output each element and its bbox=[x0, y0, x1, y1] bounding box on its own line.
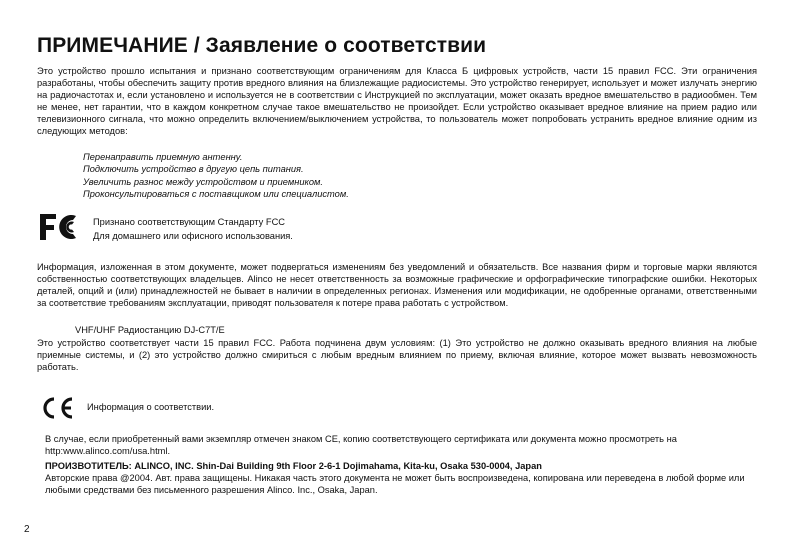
fcc-mark-text bbox=[93, 215, 293, 243]
ce-logo-icon bbox=[40, 396, 76, 420]
fcc-mark-line1: Признано соответствующим Стандарту FCC bbox=[93, 217, 286, 227]
part15-notice-paragraph: Это устройство соответствует части 15 правил FCC. Работа подчинена двум условиям: (1) Это устройство не должно оказывать вредного влияния на любые приемные системы, и (2) это устройство должно смириться с любым вредным влиянием по приему, включая влияние, которое может вызвать невозможность работать. bbox=[37, 338, 757, 372]
info-notice-paragraph: Информация, изложенная в этом документе, может подвергаться изменениям без уведомлений и обязательств. Все названия фирм и торговые марки являются собственностью соответствующих владельцев. Alinco не несет ответственность за возможные графические и орфографические типографские ошибки. Некоторых деталей, опций и (или) принадлежностей не бывает в наличии в определенных регионах. Изменения или модификации, не одобренные органами, ответственными за соответствие требованиям эксплуатации, приводят пользователя к потере права работать с устройством. bbox=[37, 262, 757, 308]
manufacturer-line: ПРОИЗВОТИТЕЛЬ: ALINCO, INC. Shin-Dai Building 9th Floor 2-6-1 Dojimahama, Kita-ku, Osaka 530-0004, Japan bbox=[45, 461, 542, 471]
page-title: ПРИМЕЧАНИЕ / Заявление о соответствии bbox=[37, 34, 487, 57]
fcc-logo-icon bbox=[38, 212, 82, 242]
page-number: 2 bbox=[24, 524, 30, 535]
tip-item: Подключить устройство в другую цепь питания. bbox=[83, 164, 304, 175]
tip-item: Увеличить разнос между устройством и приемником. bbox=[83, 176, 324, 187]
copyright-paragraph: Авторские права @2004. Авт. права защищены. Никакая часть этого документа не может быть воспроизведена, копирована или переведена в любой форме или любыми средствами без письменного разрешения Alinco. Inc., Osaka, Japan. bbox=[45, 473, 745, 495]
interference-tips-list bbox=[83, 151, 349, 200]
tip-item: Проконсультироваться с поставщиком или специалистом. bbox=[83, 188, 349, 199]
ce-mark-text: Информация о соответствии. bbox=[87, 402, 215, 412]
model-line: VHF/UHF Радиостанцию DJ-C7T/E bbox=[75, 325, 225, 335]
ce-notice-paragraph: В случае, если приобретенный вами экземпляр отмечен знаком CE, копию соответствующего сертификата или документа можно просмотреть на http:www.alinco.com/usa.html. bbox=[45, 434, 677, 456]
fcc-mark-line2: Для домашнего или офисного использования. bbox=[93, 231, 293, 241]
tip-item: Перенаправить приемную антенну. bbox=[83, 152, 243, 162]
fcc-notice-paragraph: Это устройство прошло испытания и признано соответствующим ограничениям для Класса Б цифровых устройств, части 15 правил FCC. Эти ограничения разработаны, чтобы обеспечить защиту против вредного влияния на близлежащие радиосистемы. Это устройство генерирует, использует и может излучать энергию на радиочастотах и, если установлено и используется не в соответствии с Инструкцией по эксплуатации, может оказать вредное вмешательство в радиообмен. Тем не менее, нет гарантии, что в каждом конкретном случае такое вмешательство не произойдет. Если устройство оказывает вредное влияние на прием радио или телевизионного сигнала, что можно определить включением/выключением устройства, то пользователь может попробовать устранить вредное влияние одним из следующих методов: bbox=[37, 66, 757, 136]
